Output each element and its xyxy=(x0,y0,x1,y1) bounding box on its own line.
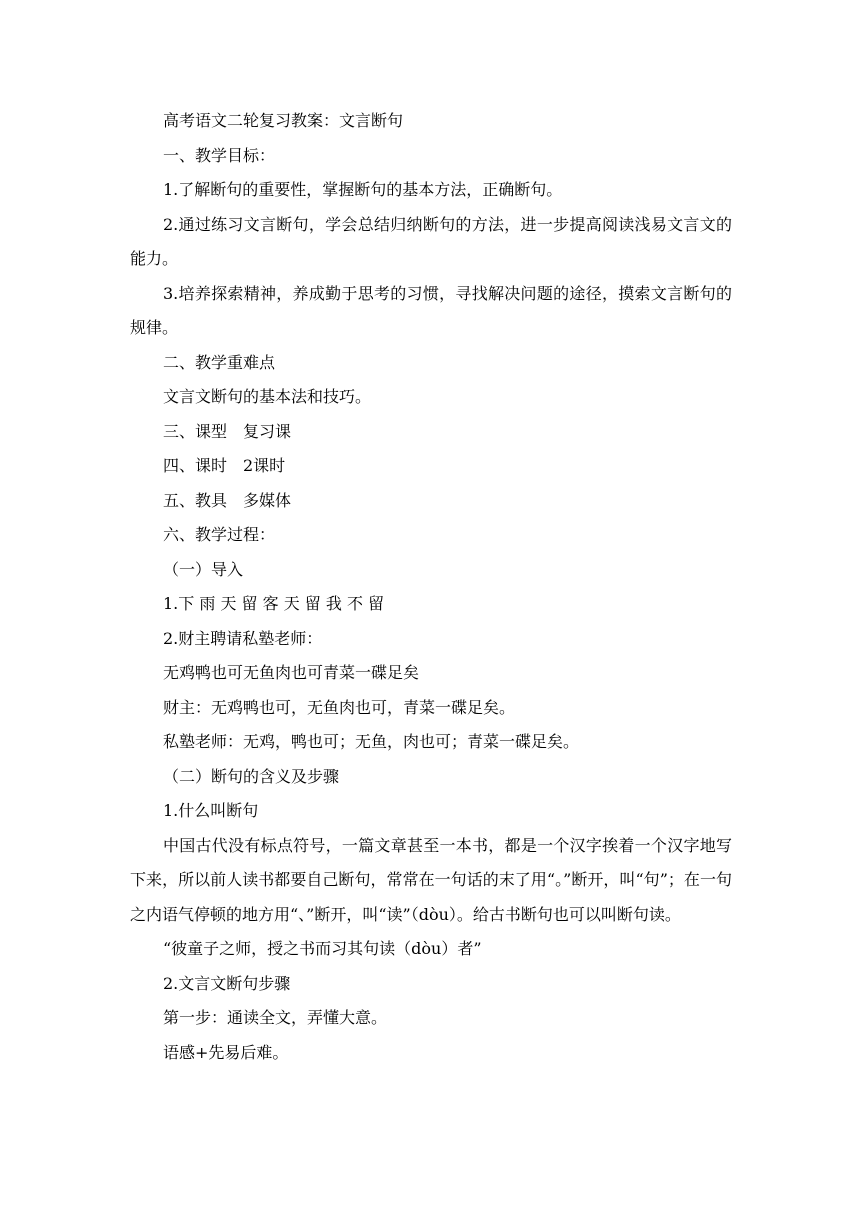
example-1: 1.下 雨 天 留 客 天 留 我 不 留 xyxy=(163,594,385,613)
goal-1: 1.了解断句的重要性，掌握断句的基本方法，正确断句。 xyxy=(163,180,563,199)
document-title: 高考语文二轮复习教案：文言断句 xyxy=(163,111,404,130)
subheading-meaning-steps: （二）断句的含义及步骤 xyxy=(163,766,340,786)
heading-key-difficulties: 二、教学重难点 xyxy=(163,352,276,372)
example-2-teacher: 私塾老师：无鸡，鸭也可；无鱼，肉也可；青菜一碟足矣。 xyxy=(163,732,580,751)
step-1: 第一步：通读全文，弄懂大意。 xyxy=(163,1008,388,1027)
document-body xyxy=(130,104,732,1070)
heading-lesson-hours: 四、课时 2课时 xyxy=(163,456,286,475)
key-difficulties-text: 文言文断句的基本法和技巧。 xyxy=(163,387,372,406)
example-2: 2.财主聘请私塾老师： xyxy=(163,628,323,648)
heading-teaching-aids: 五、教具 多媒体 xyxy=(163,490,292,510)
step-1-note: 语感+先易后难。 xyxy=(163,1042,289,1062)
quotation: “彼童子之师，授之书而习其句读（dòu）者” xyxy=(163,939,482,958)
goal-2: 2.通过练习文言断句，学会总结归纳断句的方法，进一步提高阅读浅易文言文的能力。 xyxy=(130,214,732,268)
heading-what-is-punctuation: 1.什么叫断句 xyxy=(163,801,259,820)
definition-paragraph: 中国古代没有标点符号，一篇文章甚至一本书，都是一个汉字挨着一个汉字地写下来，所以前人读书都要自己断句，常常在一句话的末了用“。”断开，叫“句”；在一句之内语气停顿的地方用“、”断开，叫“读”（dòu）。给古书断句也可以叫断句读。 xyxy=(130,835,732,924)
example-2-unpunctuated: 无鸡鸭也可无鱼肉也可青菜一碟足矣 xyxy=(163,663,420,682)
heading-lesson-type: 三、课型 复习课 xyxy=(163,421,292,441)
heading-teaching-goals: 一、教学目标： xyxy=(163,145,276,165)
heading-steps: 2.文言文断句步骤 xyxy=(163,973,291,993)
subheading-introduction: （一）导入 xyxy=(163,559,244,579)
heading-teaching-process: 六、教学过程： xyxy=(163,525,276,544)
example-2-landlord: 财主：无鸡鸭也可，无鱼肉也可，青菜一碟足矣。 xyxy=(163,697,516,717)
goal-3: 3.培养探索精神，养成勤于思考的习惯，寻找解决问题的途径，摸索文言断句的规律。 xyxy=(130,283,732,337)
